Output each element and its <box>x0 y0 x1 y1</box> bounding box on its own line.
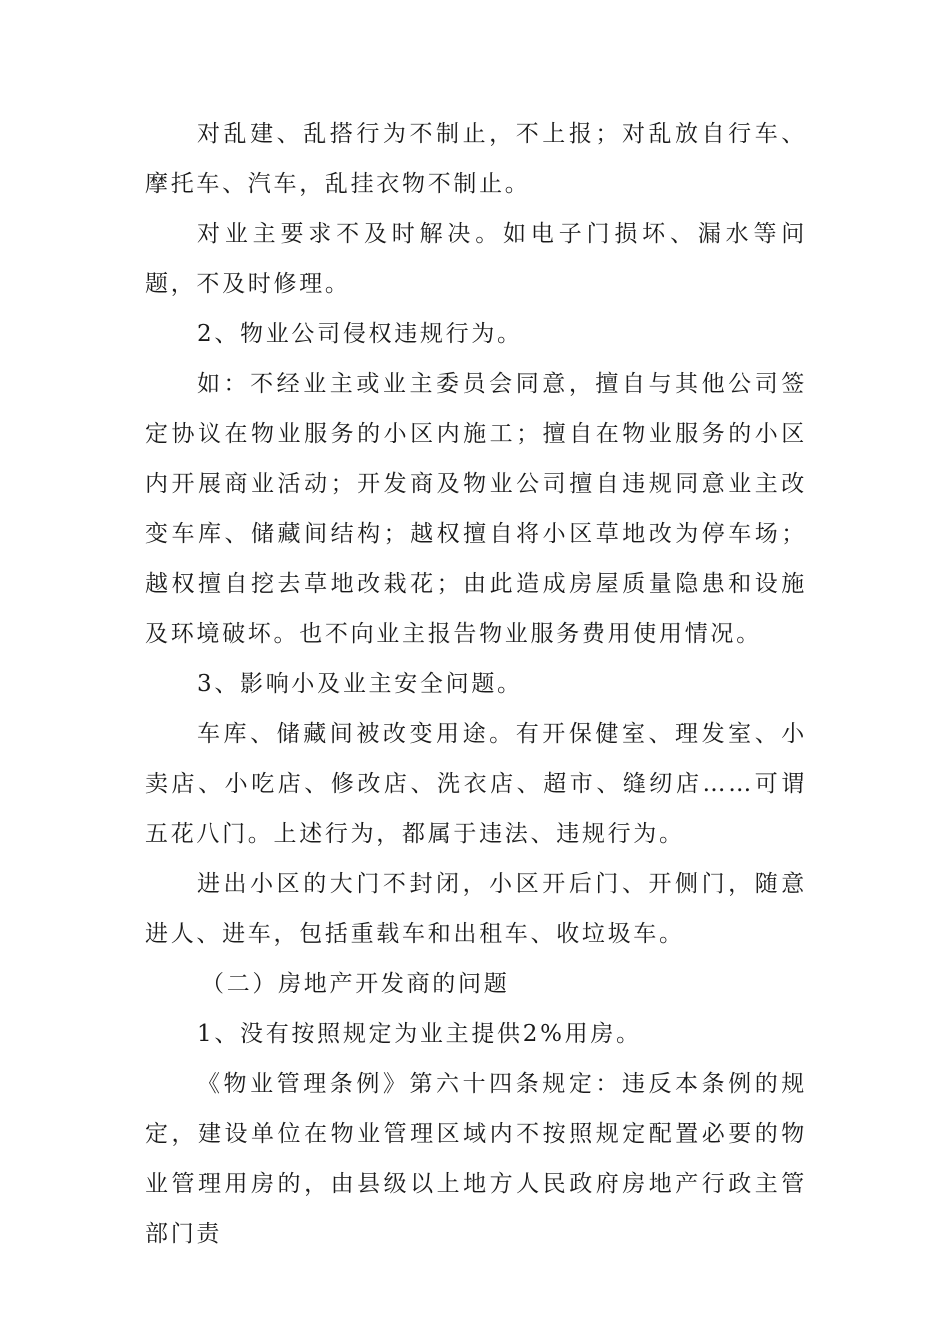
paragraph-owner-requests: 对业主要求不及时解决。如电子门损坏、漏水等问题，不及时修理。 <box>145 221 807 297</box>
paragraph-garage-usage: 车库、储藏间被改变用途。有开保健室、理发室、小卖店、小吃店、修改店、洗衣店、超市、缝纫店……可谓五花八门。上述行为，都属于违法、违规行为。 <box>145 721 807 847</box>
paragraph-illegal-construction: 对乱建、乱搭行为不制止，不上报；对乱放自行车、摩托车、汽车，乱挂衣物不制止。 <box>145 121 807 197</box>
section-heading-infringement: 2、物业公司侵权违规行为。 <box>197 321 523 347</box>
section-heading-developer: （二）房地产开发商的问题 <box>201 971 510 997</box>
paragraph-gate-access: 进出小区的大门不封闭，小区开后门、开侧门，随意进人、进车，包括重载车和出租车、收垃圾车。 <box>145 871 807 947</box>
paragraph-infringement-examples: 如：不经业主或业主委员会同意，擅自与其他公司签定协议在物业服务的小区内施工；擅自在物业服务的小区内开展商业活动；开发商及物业公司擅自违规同意业主改变车库、储藏间结构；越权擅自将小区草地改为停车场；越权擅自挖去草地改栽花；由此造成房屋质量隐患和设施及环境破坏。也不向业主报告物业服务费用使用情况。 <box>145 371 807 647</box>
paragraph-regulation-article: 《物业管理条例》第六十四条规定：违反本条例的规定，建设单位在物业管理区域内不按照规定配置必要的物业管理用房的，由县级以上地方人民政府房地产行政主管部门责 <box>145 1071 807 1247</box>
section-heading-safety: 3、影响小及业主安全问题。 <box>197 671 523 697</box>
section-heading-management-housing: 1、没有按照规定为业主提供2%用房。 <box>197 1021 642 1047</box>
document-body <box>145 109 807 1259</box>
